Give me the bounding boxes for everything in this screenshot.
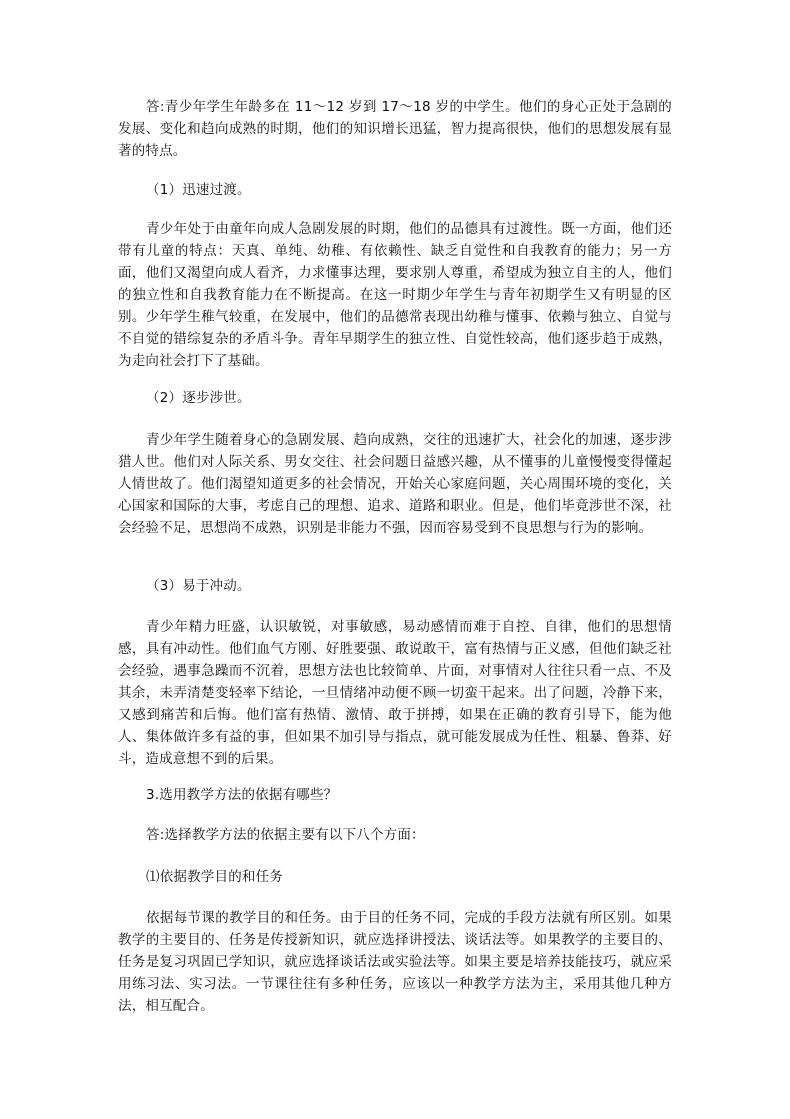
question-3-answer-intro: 答:选择教学方法的依据主要有以下八个方面： [146,827,425,843]
section-heading-gradual-worldliness: （2）逐步涉世。 [146,390,251,406]
gradual-worldliness-paragraph: 青少年学生随着身心的急剧发展、趋向成熟，交往的迅速扩大，社会化的加速，逐步涉猎人世。他们对人际关系、男女交往、社会问题日益感兴趣，从不懂事的儿童慢慢变得懂起人情世故了。他们渴望知道更多的社会情况，开始关心家庭问题，关心周围环境的变化，关心国家和国际的大事，考虑自己的理想、追求、道路和职业。但是，他们毕竟涉世不深，社会经验不足，思想尚不成熟，识别是非能力不强，因而容易受到不良思想与行为的影响。 [118,432,672,536]
section-heading-impulsiveness: （3）易于冲动。 [146,578,251,594]
impulsiveness-paragraph: 青少年精力旺盛，认识敏锐，对事敏感，易动感情而难于自控、自律，他们的思想情感，具有冲动性。他们血气方刚、好胜要强、敢说敢干，富有热情与正义感，但他们缺乏社会经验，遇事急躁而不沉着，思想方法也比较简单、片面，对事情对人往往只看一点、不及其余，未弄清楚变轻率下结论，一旦情绪冲动便不顾一切蛮干起来。出了问题，冷静下来，又感到痛苦和后悔。他们富有热情、激情、敢于拼搏，如果在正确的教育引导下，能为他人、集体做许多有益的事，但如果不加引导与指点，就可能发展成为任性、粗暴、鲁莽、好斗，造成意想不到的后果。 [118,619,672,767]
section-heading-rapid-transition: （1）迅速过渡。 [146,182,251,198]
question-3-heading: 3.选用教学方法的依据有哪些？ [146,787,338,803]
subsection-heading-teaching-goals: ⑴依据教学目的和任务 [146,869,283,885]
answer-intro-paragraph: 答:青少年学生年龄多在 11～12 岁到 17～18 岁的中学生。他们的身心正处于急剧的发展、变化和趋向成熟的时期，他们的知识增长迅猛，智力提高很快，他们的思想发展有显著的特点。 [118,99,672,159]
rapid-transition-paragraph: 青少年处于由童年向成人急剧发展的时期，他们的品德具有过渡性。既一方面，他们还带有儿童的特点：天真、单纯、幼稚、有依赖性、缺乏自觉性和自我教育的能力；另一方面，他们又渴望向成人看齐，力求懂事达理，要求别人尊重，希望成为独立自主的人，他们的独立性和自我教育能力在不断提高。在这一时期少年学生与青年初期学生又有明显的区别。少年学生稚气较重，在发展中，他们的品德常表现出幼稚与懂事、依赖与独立、自觉与不自觉的错综复杂的矛盾斗争。青年早期学生的独立性、自觉性较高，他们逐步趋于成熟，为走向社会打下了基础。 [118,221,672,369]
teaching-goals-paragraph: 依据每节课的教学目的和任务。由于目的任务不同，完成的手段方法就有所区别。如果教学的主要目的、任务是传授新知识，就应选择讲授法、谈话法等。如果教学的主要目的、任务是复习巩固已学知识，就应选择谈话法或实验法等。如果主要是培养技能技巧，就应采用练习法、实习法。一节课往往有多种任务，应该以一种教学方法为主，采用其他几种方法，相互配合。 [118,910,672,1014]
